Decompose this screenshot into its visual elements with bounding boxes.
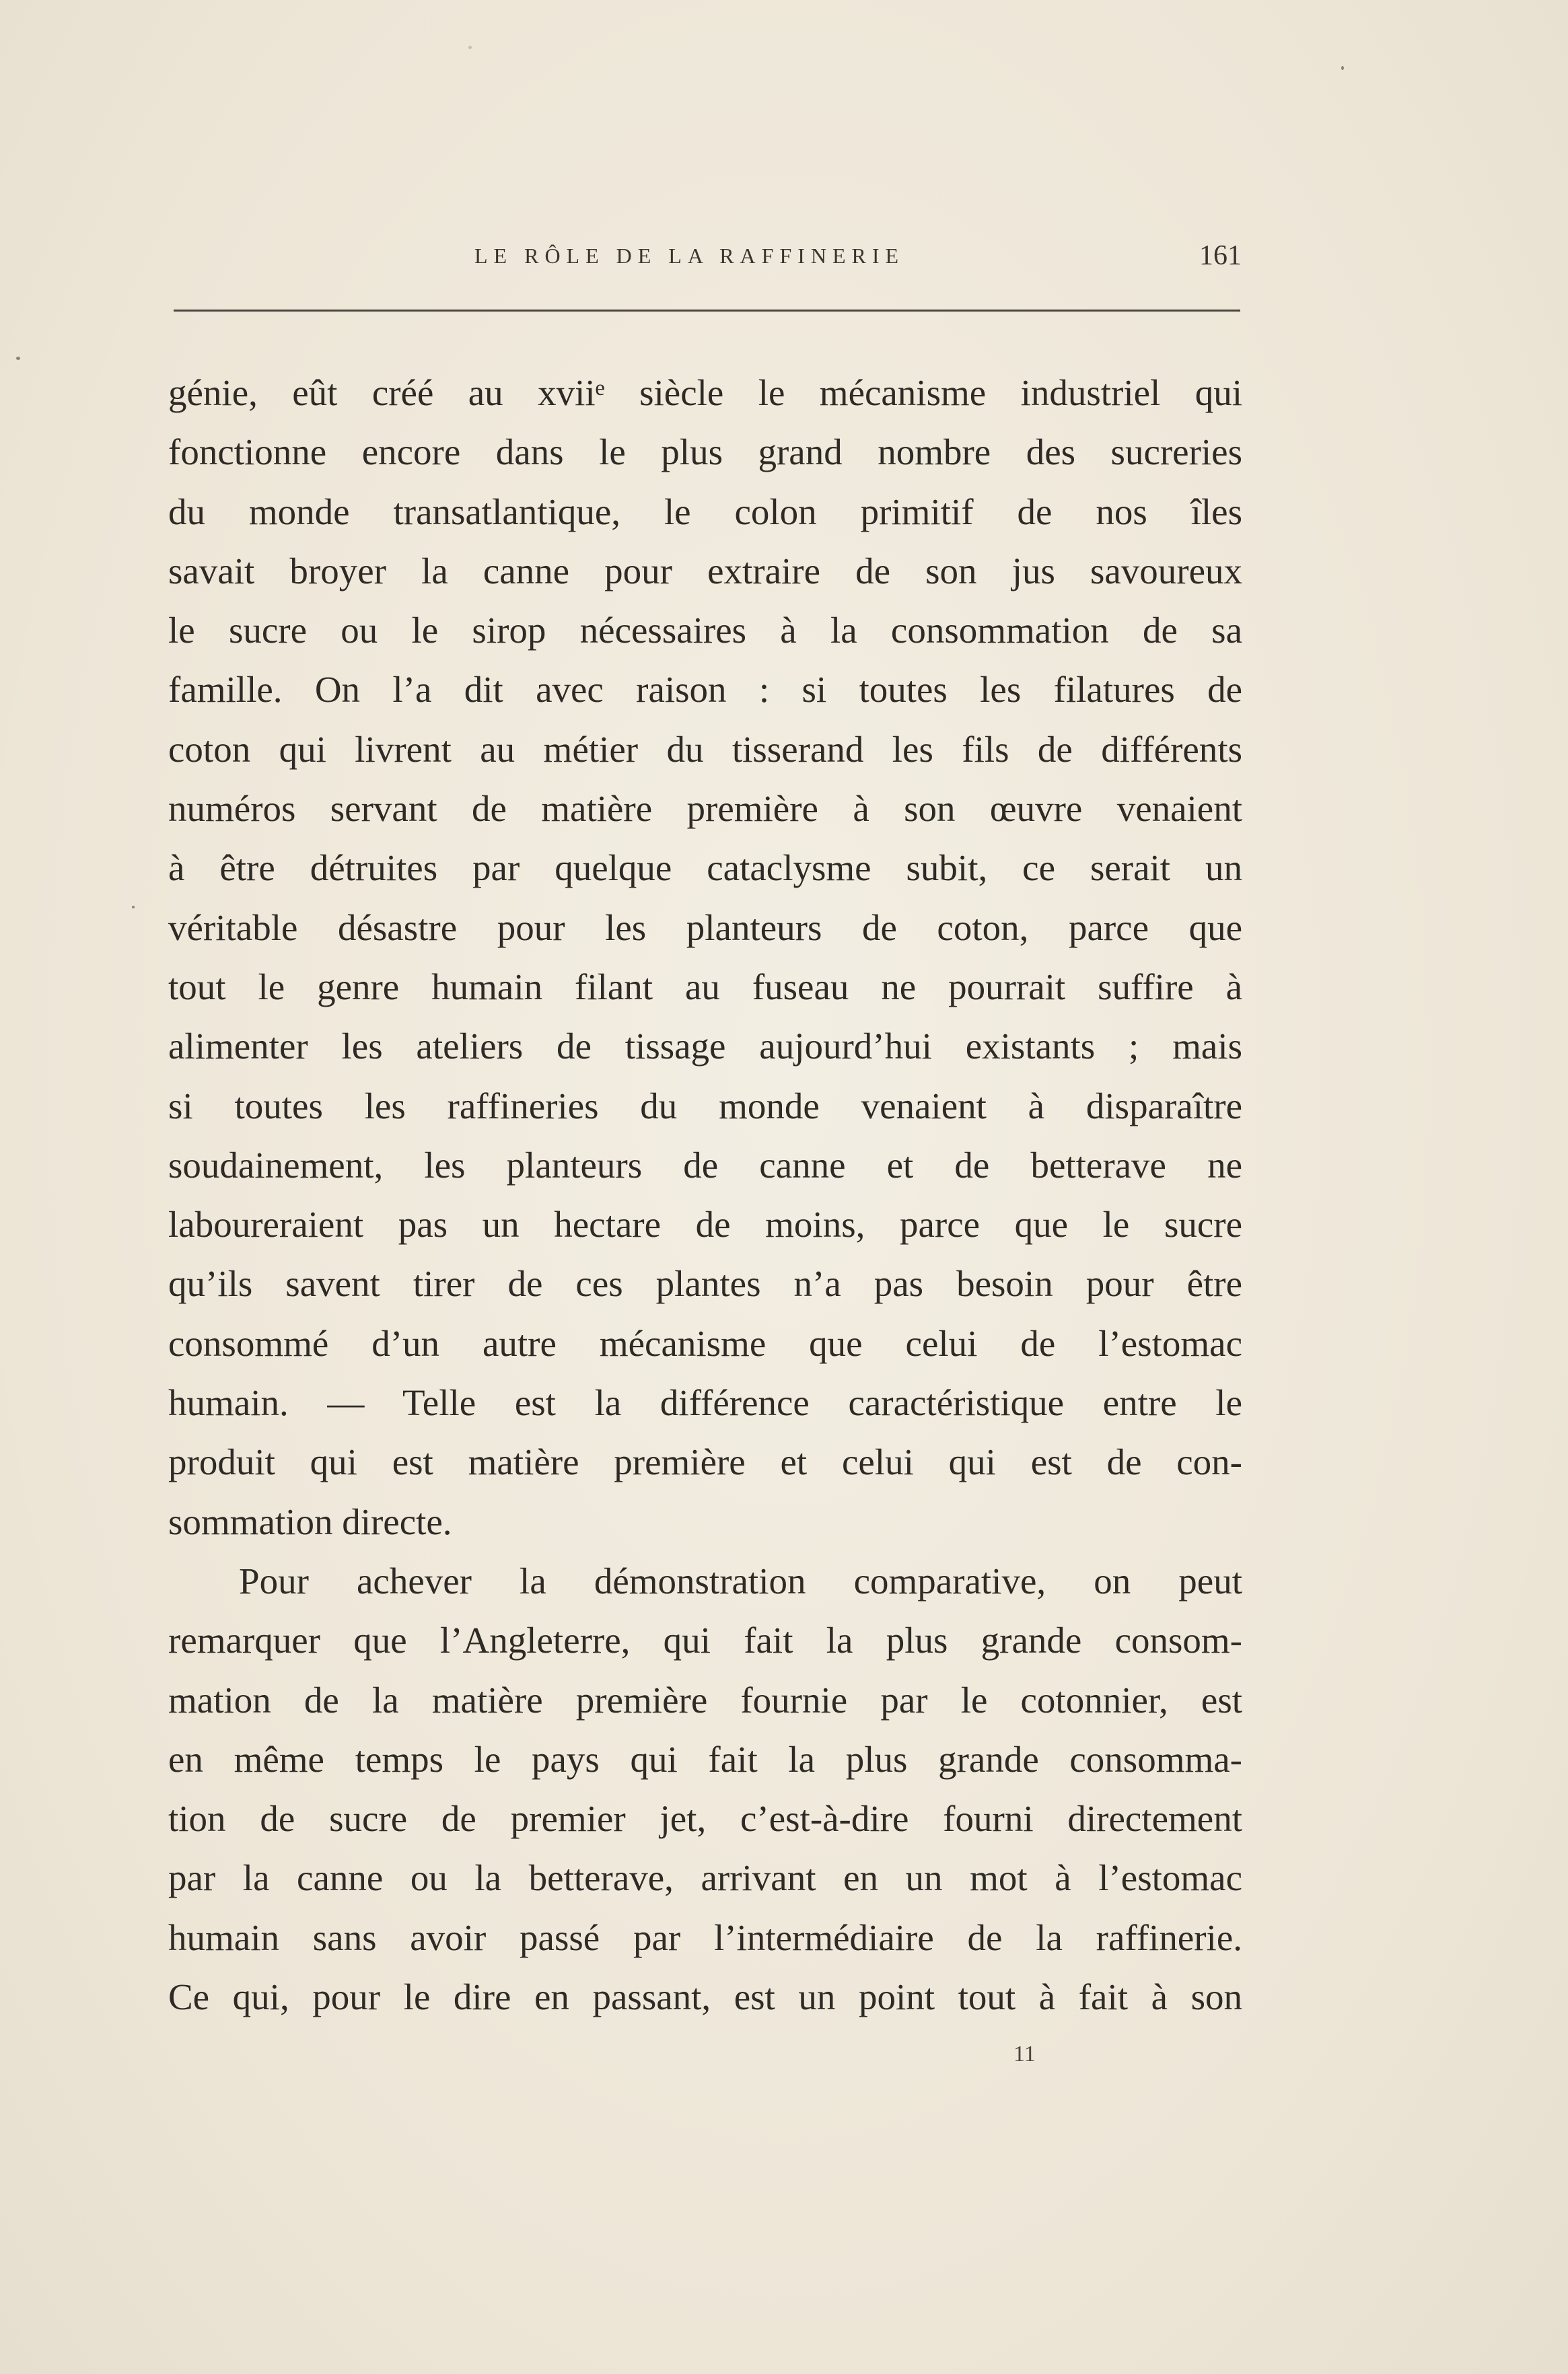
text-line: génie, eût créé au xviiᵉ siècle le mécanisme industriel qui — [168, 372, 1242, 413]
text-line: tion de sucre de premier jet, c’est-à-dire fourni directement — [168, 1798, 1242, 1840]
signature-mark: 11 — [1013, 2042, 1036, 2066]
paper-speck — [16, 357, 20, 360]
text-line: remarquer que l’Angleterre, qui fait la plus grande consom- — [168, 1620, 1242, 1661]
text-line: tout le genre humain filant au fuseau ne pourrait suffire à — [168, 966, 1242, 1007]
paper-speck — [1341, 66, 1344, 70]
text-line: véritable désastre pour les planteurs de coton, parce que — [168, 906, 1242, 948]
text-line: savait broyer la canne pour extraire de son jus savoureux — [168, 550, 1242, 591]
text-line: le sucre ou le sirop nécessaires à la consommation de sa — [168, 610, 1242, 651]
text-line: famille. On l’a dit avec raison : si toutes les filatures de — [168, 669, 1242, 711]
text-line: consommé d’un autre mécanisme que celui de l’estomac — [168, 1322, 1242, 1364]
text-line: soudainement, les planteurs de canne et de betterave ne — [168, 1144, 1242, 1186]
text-line: en même temps le pays qui fait la plus grande consomma- — [168, 1738, 1242, 1780]
text-line: humain. — Telle est la différence caractéristique entre le — [168, 1382, 1242, 1424]
text-line: alimenter les ateliers de tissage aujourd’hui existants ; mais — [168, 1026, 1242, 1067]
body-text — [168, 363, 1242, 2027]
header-rule — [174, 310, 1240, 312]
text-line: laboureraient pas un hectare de moins, parce que le sucre — [168, 1204, 1242, 1246]
text-line: produit qui est matière première et celui qui est de con- — [168, 1441, 1242, 1483]
text-line: par la canne ou la betterave, arrivant en un mot à l’estomac — [168, 1857, 1242, 1899]
text-line-paragraph-end: sommation directe. — [168, 1501, 452, 1542]
text-line: qu’ils savent tirer de ces plantes n’a pas besoin pour être — [168, 1263, 1242, 1305]
text-line: fonctionne encore dans le plus grand nombre des sucreries — [168, 431, 1242, 473]
text-line: à être détruites par quelque cataclysme subit, ce serait un — [168, 847, 1242, 889]
page-number: 161 — [1199, 240, 1242, 271]
text-line-paragraph-start: Pour achever la démonstration comparative, on peut — [239, 1560, 1242, 1602]
text-line: Ce qui, pour le dire en passant, est un point tout à fait à son — [168, 1976, 1242, 2018]
paper-speck — [468, 46, 472, 49]
running-title: LE RÔLE DE LA RAFFINERIE — [474, 244, 905, 268]
text-line: coton qui livrent au métier du tisserand les fils de différents — [168, 728, 1242, 770]
paper-speck — [132, 906, 135, 908]
text-line: humain sans avoir passé par l’intermédiaire de la raffinerie. — [168, 1916, 1242, 1958]
text-line: mation de la matière première fournie par le cotonnier, est — [168, 1679, 1242, 1721]
text-line: du monde transatlantique, le colon primitif de nos îles — [168, 491, 1242, 532]
text-line: si toutes les raffineries du monde venaient à disparaître — [168, 1085, 1242, 1126]
text-line: numéros servant de matière première à son œuvre venaient — [168, 788, 1242, 830]
running-header — [172, 240, 1242, 284]
